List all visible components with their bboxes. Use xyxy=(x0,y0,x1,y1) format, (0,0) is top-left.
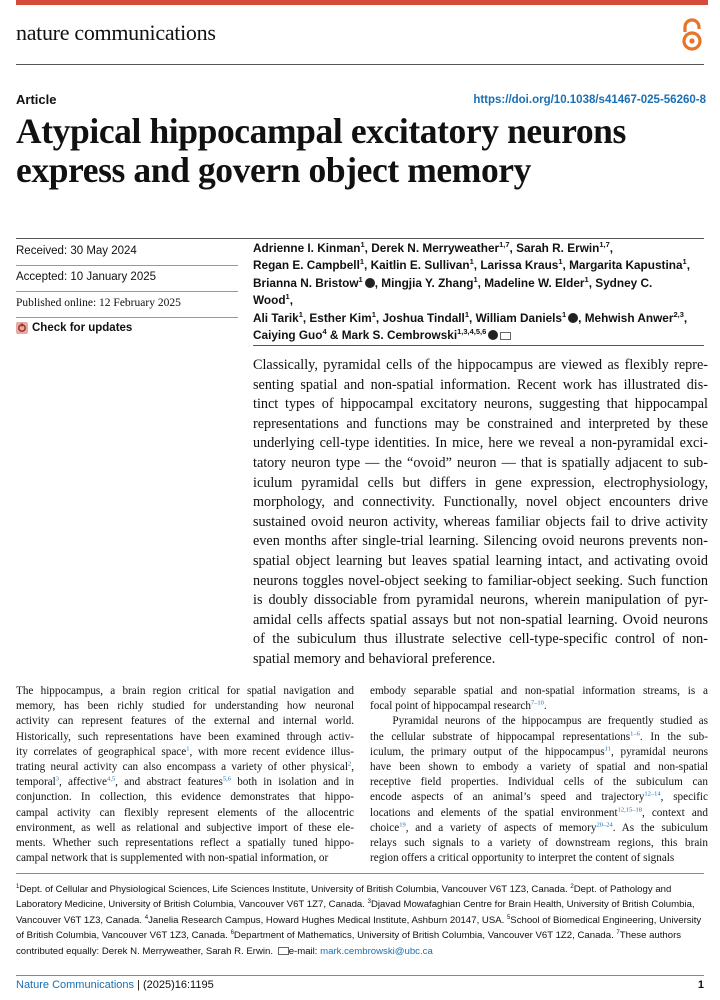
author-affiliation-ref: 1 xyxy=(371,309,376,319)
body-line xyxy=(16,806,354,821)
author-separator: , xyxy=(364,241,372,255)
header-accent-bar xyxy=(16,0,708,5)
body-text: iculum, the primary output of the hippocampus xyxy=(370,745,605,758)
body-text: Pyramidal neurons of the hippocampus are frequently studied as xyxy=(370,715,708,728)
abstract-line: iculum pyramidal cells but differs in gene expression, electrophysiology, xyxy=(253,474,708,491)
doi-link[interactable]: https://doi.org/10.1038/s41467-025-56260-8 xyxy=(473,94,706,106)
check-updates-link[interactable] xyxy=(16,322,132,334)
body-text: , with more recent evidence illus- xyxy=(189,745,354,758)
email-label: e-mail: xyxy=(288,945,321,957)
author-name[interactable]: Joshua Tindall xyxy=(382,310,465,325)
author-separator: , xyxy=(302,310,310,325)
received-date: Received: 30 May 2024 xyxy=(16,245,137,257)
body-column-right xyxy=(370,684,708,866)
author-affiliation-ref: 1 xyxy=(285,292,290,302)
affiliation-text: Department of Mathematics, University of British Columbia, Vancouver V6T 1Z2, Canada. xyxy=(233,930,617,942)
body-column-left xyxy=(16,684,354,866)
affiliation-number: 7 xyxy=(616,930,620,937)
abstract-line: Classically, pyramidal cells of the hippocampus are viewed as flexibly repre- xyxy=(253,357,708,373)
affiliation-number: 1 xyxy=(16,883,20,890)
body-text: , specific xyxy=(660,791,708,804)
citation-ref[interactable]: 5,6 xyxy=(222,775,231,783)
author-affiliation-ref: 1,7 xyxy=(499,240,510,250)
author-separator: , xyxy=(686,258,690,273)
author-separator: , xyxy=(509,241,517,255)
author-name[interactable]: Regan E. Campbell xyxy=(253,258,360,273)
accepted-date: Accepted: 10 January 2025 xyxy=(16,271,157,283)
article-title xyxy=(16,112,706,190)
body-text: choice xyxy=(370,821,400,834)
citation-ref[interactable]: 20–24 xyxy=(596,821,613,829)
citation-ref[interactable]: 11 xyxy=(604,745,611,753)
footer-volume: | (2025)16:1195 xyxy=(134,979,214,991)
author-affiliation-ref: 1,7 xyxy=(599,240,610,250)
body-line xyxy=(370,821,708,836)
body-line xyxy=(370,790,708,805)
body-text: have been shown to embody a variety of spatial and non-spatial xyxy=(370,761,708,774)
header-rule xyxy=(16,64,704,65)
abstract-line: morphology, and connectivity. Functionally, novel object encounters drive xyxy=(253,494,708,511)
body-line xyxy=(370,851,708,866)
abstract-line: spatial object learning but leaves spatial learning intact, and activating ovoid xyxy=(253,552,708,569)
citation-ref[interactable]: 3 xyxy=(55,775,60,783)
orcid-icon[interactable] xyxy=(365,278,375,288)
check-updates-label: Check for updates xyxy=(32,322,133,334)
author-separator: , xyxy=(609,241,614,255)
author-name[interactable]: Adrienne I. Kinman xyxy=(253,241,361,255)
body-line xyxy=(16,836,354,851)
author-separator: , xyxy=(289,293,293,308)
author-affiliation-ref: 1 xyxy=(359,257,365,267)
abstract xyxy=(253,356,708,670)
citation-ref[interactable]: 4,5 xyxy=(106,775,116,783)
author-name[interactable]: Mehwish Anwer xyxy=(584,310,674,325)
abstract-line: of the subiculum thus illustrate selective cell-type-specific control of non- xyxy=(253,631,708,648)
body-text: trating neural activity can also encompass a variety of other physical xyxy=(16,761,348,774)
author-separator: , xyxy=(473,258,481,273)
abstract-line: amidal cells affects spatial assays but not non-spatial learning. Ovoid neurons xyxy=(253,611,708,628)
author-name[interactable]: William Daniels xyxy=(475,310,562,325)
affiliation-number: 2 xyxy=(570,883,574,890)
author-separator: , xyxy=(683,310,688,325)
author-name[interactable]: Sarah R. Erwin xyxy=(516,241,600,255)
author-name[interactable]: Mingjia Y. Zhang xyxy=(381,275,474,290)
abstract-line: even months after single-trial learning. Silencing ovoid neurons prevents non- xyxy=(253,533,708,550)
author-separator: , xyxy=(374,275,382,290)
body-text: environment, as well as relational and subjective import of these ele- xyxy=(16,821,354,834)
abstract-line: is doubly dissociable from pyramidal neurons, wherein manipulation of pyr- xyxy=(253,592,708,609)
author-name[interactable]: Brianna N. Bristow xyxy=(253,275,359,290)
body-line xyxy=(370,730,708,745)
open-access-icon xyxy=(680,18,704,52)
body-line xyxy=(16,745,354,760)
author-list xyxy=(253,240,693,344)
affiliation-text: Dept. of Pathology and Laboratory Medicine, University of British Columbia, Vancouver V6T 1Z7, Canada. xyxy=(16,884,672,911)
abstract-line: senting spatial and non-spatial information. Recent work has illustrated dis- xyxy=(253,376,708,393)
email-link[interactable]: mark.cembrowski@ubc.ca xyxy=(320,945,433,957)
abstract-line: representations and functions may be constrained and interpreted by these xyxy=(253,415,708,432)
body-line xyxy=(16,760,354,775)
published-date: Published online: 12 February 2025 xyxy=(16,297,181,309)
body-text: activity can represent features of the external and internal world. xyxy=(16,715,354,728)
body-text: the cellular substrate of hippocampal representations xyxy=(370,730,631,743)
article-type: Article xyxy=(16,92,57,107)
affiliation-number: 3 xyxy=(367,899,371,906)
abstract-line: spatial memory and behavioral preference. xyxy=(253,650,496,667)
author-affiliation-ref: 2,3 xyxy=(673,309,684,319)
body-text: ity correlates of geographical space xyxy=(16,745,187,758)
body-text: . In the sub- xyxy=(639,730,708,743)
author-separator: , xyxy=(562,258,570,273)
body-line xyxy=(16,790,354,805)
body-text: memory, has been richly studied for understanding how neuronal xyxy=(16,700,354,713)
body-line xyxy=(16,684,354,699)
check-updates-icon xyxy=(16,322,28,334)
body-line xyxy=(16,821,354,836)
author-name[interactable]: Larissa Kraus xyxy=(480,258,559,273)
citation-ref[interactable]: 2 xyxy=(347,760,352,768)
citation-ref[interactable]: 19 xyxy=(399,821,406,829)
orcid-icon[interactable] xyxy=(568,313,578,323)
author-affiliation-ref: 1 xyxy=(469,257,474,267)
affiliations xyxy=(16,882,708,959)
author-affiliation-ref: 1 xyxy=(562,309,567,319)
body-text: temporal xyxy=(16,776,56,789)
footer-citation xyxy=(16,979,214,991)
footer-journal[interactable]: Nature Communications xyxy=(16,979,134,991)
body-text: both in isolation and in xyxy=(230,776,355,789)
citation-ref[interactable]: 12,15–18 xyxy=(617,805,642,813)
date-divider xyxy=(16,317,238,318)
body-line xyxy=(370,836,708,851)
author-affiliation-ref: 4 xyxy=(322,327,327,337)
author-affiliation-ref: 1 xyxy=(360,240,365,250)
author-name[interactable]: Margarita Kapustina xyxy=(569,258,683,273)
citation-ref[interactable]: 7–10 xyxy=(530,699,544,707)
abstract-line: underlying cell-type identities. In mice, here we reveal a non-pyramidal exci- xyxy=(253,435,708,452)
email-icon xyxy=(278,947,289,955)
citation-ref[interactable]: 1 xyxy=(186,745,190,753)
title-line-1: Atypical hippocampal excitatory neurons xyxy=(16,111,626,151)
author-name[interactable]: Derek N. Merryweather xyxy=(371,241,500,255)
author-affiliation-ref: 1 xyxy=(298,309,303,319)
body-line xyxy=(370,745,708,760)
body-text: encode aspects of an animal’s speed and trajectory xyxy=(370,791,645,804)
affiliations-rule xyxy=(16,873,704,874)
body-line xyxy=(16,730,354,745)
email-icon[interactable] xyxy=(500,332,511,340)
orcid-icon[interactable] xyxy=(488,330,498,340)
author-name[interactable]: Madeline W. Elder xyxy=(484,275,585,290)
date-divider xyxy=(16,265,238,266)
body-line xyxy=(16,775,354,790)
abstract-line: tinct types of hippocampal excitatory neurons, suggesting that hippocampal xyxy=(253,396,708,413)
footer-rule xyxy=(16,975,704,976)
author-affiliation-ref: 1 xyxy=(358,274,363,284)
author-name[interactable]: Caiying Guo xyxy=(253,328,323,343)
author-affiliation-ref: 1 xyxy=(464,309,469,319)
affiliation-number: 4 xyxy=(144,914,149,921)
body-text: , and abstract features xyxy=(115,776,223,789)
body-line xyxy=(370,775,708,790)
author-affiliation-ref: 1,3,4,5,6 xyxy=(457,327,487,337)
date-divider xyxy=(16,291,238,292)
body-text: relays such signals to a variety of downstream regions, this brain xyxy=(370,837,708,850)
body-text: , xyxy=(351,761,354,774)
body-text: campal activity can flexibly represent elements of the allocentric xyxy=(16,806,354,819)
body-text: The hippocampus, a brain region critical for spatial navigation and xyxy=(16,685,354,697)
body-line xyxy=(16,851,354,866)
body-line xyxy=(370,684,708,699)
abstract-line: neurons toggles novel-object seeking to familiar-object seeking. Such function xyxy=(253,572,708,589)
page-number: 1 xyxy=(697,979,704,991)
body-text: receptive field properties. Individual cells of the subiculum can xyxy=(370,776,708,789)
affiliation-number: 5 xyxy=(506,914,511,921)
citation-ref[interactable]: 12–14 xyxy=(644,790,661,798)
body-text: region offers a critical opportunity to interpret the content of signals xyxy=(370,852,675,865)
author-name[interactable]: Sydney C. Wood xyxy=(253,275,653,308)
author-separator: , xyxy=(477,275,485,290)
author-name[interactable]: Kaitlin E. Sullivan xyxy=(370,258,470,273)
body-text: Historically, such representations have been examined through activ- xyxy=(16,730,354,743)
title-rule xyxy=(16,238,704,239)
title-line-2: express and govern object memory xyxy=(16,150,532,190)
body-text: locations and elements of the spatial environment xyxy=(370,806,618,819)
author-separator: , xyxy=(469,310,476,325)
author-separator: , xyxy=(588,275,596,290)
author-separator: , xyxy=(578,310,585,325)
author-affiliation-ref: 1 xyxy=(584,274,589,284)
body-line xyxy=(370,760,708,775)
body-text: embody separable spatial and non-spatial information streams, is a xyxy=(370,685,708,697)
affiliation-number: 6 xyxy=(230,930,234,937)
citation-ref[interactable]: 1–6 xyxy=(630,729,640,737)
body-text: . As the subiculum xyxy=(612,821,708,834)
author-separator: , xyxy=(364,258,371,273)
body-text: . xyxy=(543,700,547,713)
body-line xyxy=(16,714,354,729)
body-text: focal point of hippocampal research xyxy=(370,700,531,713)
body-text: conjunction. In collection, this evidence demonstrates that hippo- xyxy=(16,791,354,804)
body-text: campal network that is supplemented with non-spatial information, or xyxy=(16,852,329,865)
body-text: , context and xyxy=(641,806,708,819)
author-name[interactable]: Ali Tarik xyxy=(253,310,299,325)
body-text: , pyramidal neurons xyxy=(610,745,709,758)
abstract-line: sustained ovoid neuron activity, whereas familiar objects fail to drive activity xyxy=(253,513,708,530)
journal-name[interactable]: nature communications xyxy=(16,20,216,45)
affiliation-text: Janelia Research Campus, Howard Hughes Medical Institute, Ashburn 20147, USA. xyxy=(148,914,507,926)
body-line xyxy=(370,699,708,714)
author-separator: , xyxy=(375,310,383,325)
affiliation-text: School of Biomedical Engineering, University of British Columbia, Vancouver V6T 1Z3, Canada. xyxy=(16,914,702,942)
author-affiliation-ref: 1 xyxy=(682,257,687,267)
body-text: ments. Whether such representations reflect a spatially tuned hippo- xyxy=(16,837,354,850)
body-line xyxy=(370,714,708,729)
body-text: , and a variety of aspects of memory xyxy=(405,821,597,834)
author-name[interactable]: Mark S. Cembrowski xyxy=(341,328,458,343)
author-name[interactable]: Esther Kim xyxy=(309,310,372,325)
author-affiliation-ref: 1 xyxy=(558,257,563,267)
affiliation-text: Dept. of Cellular and Physiological Sciences, Life Sciences Institute, University of British Columbia, Vancouver V6T 1Z3, Canada. xyxy=(19,884,571,895)
body-line xyxy=(370,806,708,821)
author-separator: & xyxy=(326,328,342,343)
author-affiliation-ref: 1 xyxy=(473,274,478,284)
abstract-rule xyxy=(253,345,704,346)
abstract-line: tatory neuron type — the “ovoid” neuron — that is spatially adjacent to sub- xyxy=(253,454,708,471)
affiliation-text: Djavad Mowafaghian Centre for Brain Health, University of British Columbia, Vancouver V6T 1Z3, Canada. xyxy=(16,899,695,926)
affiliation-text: These authors contributed equally: Derek N. Merryweather, Sarah R. Erwin. xyxy=(16,930,682,957)
body-line xyxy=(16,699,354,714)
body-text: , affective xyxy=(59,776,107,789)
